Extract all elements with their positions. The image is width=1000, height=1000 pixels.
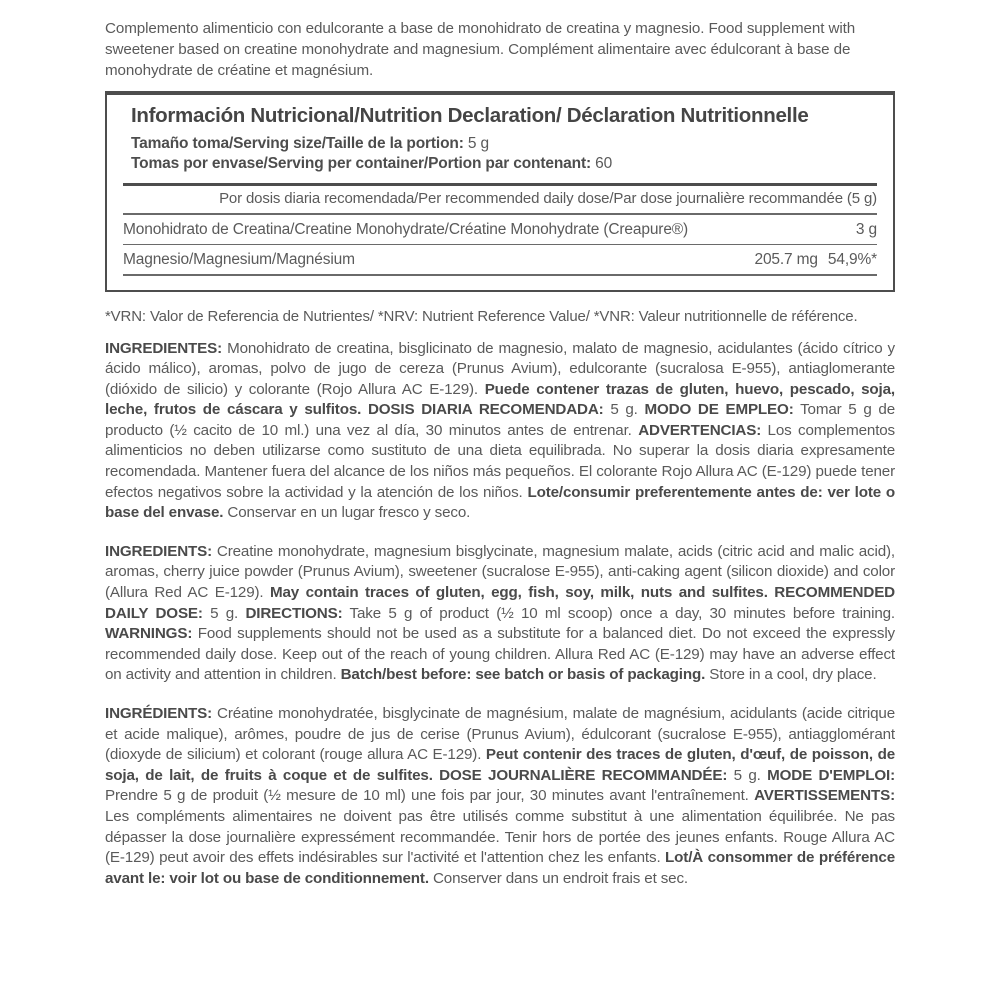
table-row (107, 215, 893, 244)
fr-warnings-text: Les compléments alimentaires ne doivent pas être utilisés comme substitut à une alimentation équilibrée. Ne pas dépasser la dose journalière expressément recommandée. Tenir hors de portée des jeunes enfants. Rouge Allura AC (E-129) peut avoir des effets indésirables sur l'activité et l'attention chez les enfants. (105, 807, 895, 867)
nutrient-amount-value: 3 g (855, 220, 877, 238)
table-row (107, 245, 893, 274)
fr-warnings-label: AVERTISSEMENTS: (754, 787, 895, 805)
nutrient-name: Magnesio/Magnesium/Magnésium (123, 251, 355, 268)
fr-storage-text: Conserver dans un endroit frais et sec. (428, 869, 688, 887)
fr-directions-text: Prendre 5 g de produit (½ mesure de 10 ml) une fois par jour, 30 minutes avant l'entraînement. (105, 787, 755, 805)
es-storage-text: Conservar en un lugar fresco y seco. (223, 504, 471, 522)
es-ingredients-label: INGREDIENTES: (105, 339, 223, 357)
nutrient-nrv-value: 54,9%* (827, 251, 877, 268)
es-dose-value: 5 g. (603, 401, 645, 419)
en-warnings-text: Food supplements should not be used as a substitute for a balanced diet. Do not exceed the expressly recommended daily dose. Keep out of the reach of young children. Allura Red AC (E-129) may have an adverse effect on activity and attention in children. (105, 625, 895, 684)
en-ingredients-label: INGREDIENTS: (105, 542, 213, 560)
fr-ingredients-text: Créatine monohydratée, bisglycinate de magnésium, malate de magnésium, acidulants (acide citrique et acide malique), arômes, poudre de jus de cerise (Prunus Avium), édulcorant (sucralose E-955), antiagglomérant (dioxyde de silicium) et colorant (rouge allura AC E-129). (105, 705, 895, 764)
spanish-information-block (105, 339, 895, 524)
es-allergens-and-dose-label: Puede contener trazas de gluten, huevo, pescado, soja, leche, frutos de cáscara y sulfitos. DOSIS DIARIA RECOMENDADA: (105, 380, 895, 419)
nutrition-panel-title: Información Nutricional/Nutrition Declaration/ Déclaration Nutritionnelle (131, 104, 809, 127)
servings-per-container-value: 60 (595, 155, 613, 172)
en-dose-value: 5 g. (202, 604, 246, 622)
nrv-footnote: *VRN: Valor de Referencia de Nutrientes/ *NRV: Nutrient Reference Value/ *VNR: Valeur nutritionnelle de référence. (105, 307, 858, 325)
nutrient-amount-value: 205.7 mg (754, 251, 818, 268)
en-storage-text: Store in a cool, dry place. (705, 666, 877, 684)
fr-allergens-and-dose-label: Peut contenir des traces de gluten, d'œuf, de poisson, de soja, de lait, de fruits à coque et de sulfites. DOSE JOURNALIÈRE RECOMMANDÉE: (105, 746, 896, 784)
fr-ingredients-label: INGRÉDIENTS: (105, 705, 213, 722)
es-warnings-label: ADVERTENCIAS: (638, 421, 762, 439)
nutrition-divider-3 (123, 274, 877, 276)
serving-size-value: 5 g (467, 135, 490, 152)
servings-per-container-label: Tomas por envase/Serving per container/Portion par contenant: (131, 155, 591, 172)
es-directions-label: MODO DE EMPLEO: (644, 401, 794, 419)
product-description: Complemento alimenticio con edulcorante a base de monohidrato de creatina y magnesio. Food supplement with sweetener based on creatine monohydrate and magnesium. Complément alimentaire avec édulcorant à base de monohydrate de créatine et magnésium. (105, 20, 856, 79)
en-batch-label: Batch/best before: see batch or basis of packaging. (340, 666, 706, 684)
nutrient-amount (754, 248, 877, 271)
en-warnings-label: WARNINGS: (105, 625, 193, 643)
nutrition-panel-header (107, 104, 893, 174)
es-directions-text: Tomar 5 g de producto (½ cacito de 10 ml.) una vez al día, 30 minutos antes de entrenar. (105, 401, 895, 439)
serving-size-line (131, 134, 871, 154)
servings-per-container-line (131, 154, 871, 174)
es-warnings-text: Los complementos alimenticios no deben utilizarse como sustituto de una dieta equilibrada. No superar la dosis diaria expresamente recomendada. Mantener fuera del alcance de los niños más pequeños. El colorante Rojo Allura AC (E-129) puede tener efectos negativos sobre la actividad y la atención de los niños. (105, 421, 895, 501)
en-directions-text: Take 5 g of product (½ 10 ml scoop) once a day, 30 minutes before training. (342, 604, 895, 622)
french-information-block (105, 704, 895, 889)
english-information-block (105, 542, 895, 686)
en-directions-label: DIRECTIONS: (245, 604, 343, 622)
nutrient-name: Monohidrato de Creatina/Creatine Monohydrate/Créatine Monohydrate (Creapure®) (123, 220, 689, 238)
daily-dose-header: Por dosis diaria recomendada/Per recommended daily dose/Par dose journalière recommandée (5 g) (219, 190, 877, 207)
fr-dose-value: 5 g. (727, 766, 768, 784)
en-ingredients-text: Creatine monohydrate, magnesium bisglycinate, magnesium malate, acids (citric acid and malic acid), aromas, cherry juice powder (Prunus Avium), sweetener (sucralose E-955), anti-caking agent (silicon dioxide) and color (Allura Red AC E-129). (105, 542, 895, 602)
en-allergens-and-dose-label: May contain traces of gluten, egg, fish, soy, milk, nuts and sulfites. RECOMMENDED DAILY DOSE: (105, 584, 895, 622)
nutrition-facts-panel (105, 91, 895, 292)
fr-directions-label: MODE D'EMPLOI: (767, 766, 896, 784)
fr-batch-label: Lot/À consommer de préférence avant le: voir lot ou base de conditionnement. (105, 849, 896, 887)
serving-size-label: Tamaño toma/Serving size/Taille de la portion: (131, 135, 464, 152)
es-batch-label: Lote/consumir preferentemente antes de: ver lote o base del envase. (105, 483, 895, 522)
nutrient-amount (856, 218, 877, 241)
es-ingredients-text: Monohidrato de creatina, bisglicinato de magnesio, malato de magnesio, acidulantes (ácido cítrico y ácido málico), aromas, polvo de jugo de cereza (Prunus Avium), edulcorante (sucralosa E-955), antiaglomerante (dióxido de silicio) y colorante (Rojo Allura AC E-129). (105, 339, 895, 398)
